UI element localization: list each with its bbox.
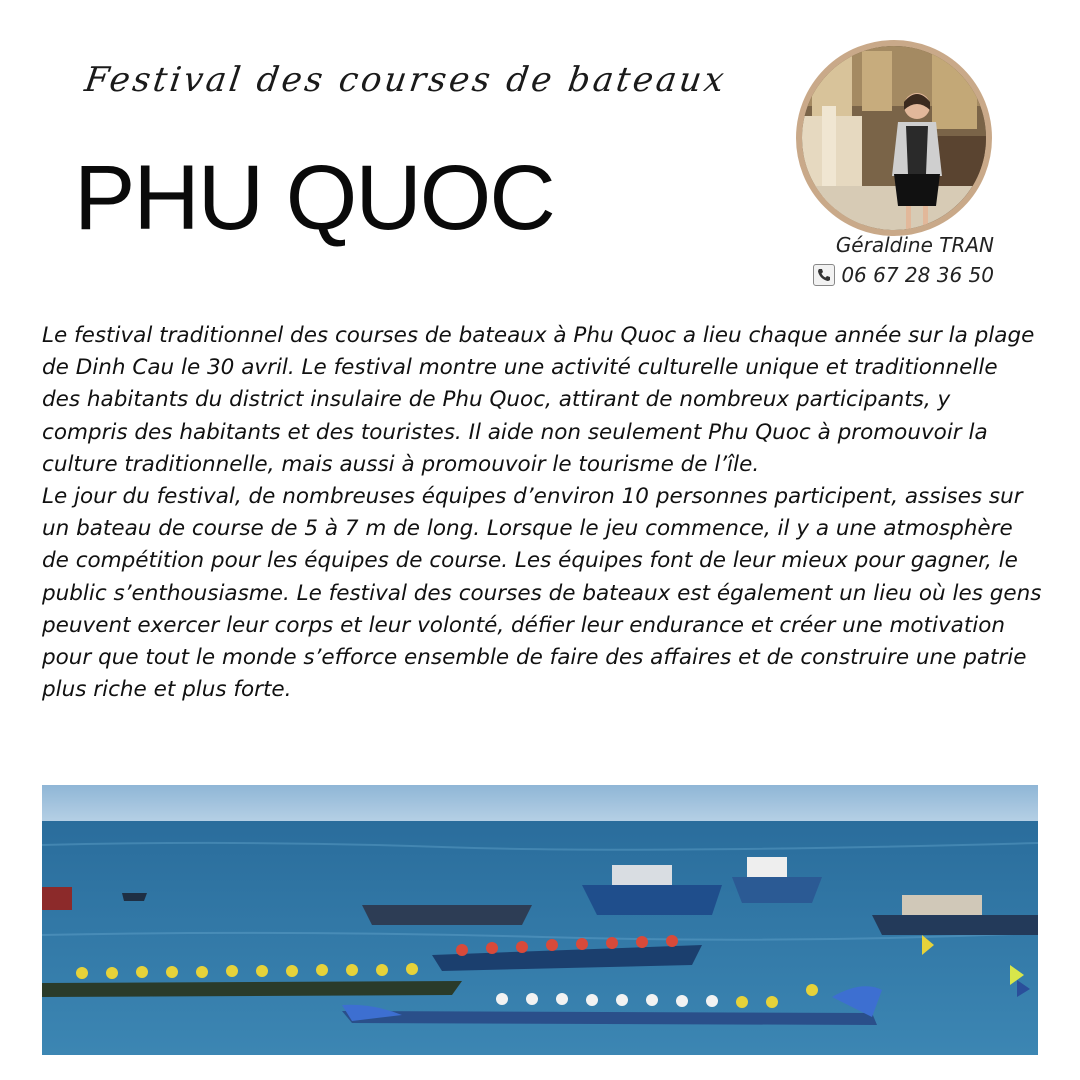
article-body <box>42 320 1042 706</box>
page-title: PHU QUOC <box>74 147 554 249</box>
script-title: Festival des courses de bateaux <box>82 60 730 100</box>
avatar <box>796 40 992 236</box>
boat-race-photo <box>42 785 1038 1055</box>
contact-phone-row <box>760 263 994 287</box>
contact-name: Géraldine TRAN <box>835 233 994 257</box>
article-paragraph: Le jour du festival, de nombreuses équipes d’environ 10 personnes participent, assises sur un bateau de course de 5 à 7 m de long. Lorsque le jeu commence, il y a une atmosphère de compétition pour les équipes de course. Les équipes font de leur mieux pour gagner, le public s’enthousiasme. Le festival des courses de bateaux est également un lieu où les gens peuvent exercer leur corps et leur volonté, défier leur endurance et créer une motivation pour que tout le monde s’efforce ensemble de faire des affaires et de construire une patrie plus riche et plus forte. <box>42 484 1042 703</box>
contact-phone: 06 67 28 36 50 <box>841 263 994 287</box>
article-paragraph: Le festival traditionnel des courses de bateaux à Phu Quoc a lieu chaque année sur la plage de Dinh Cau le 30 avril. Le festival montre une activité culturelle unique et traditionnelle des habitants du district insulaire de Phu Quoc, attirant de nombreux participants, y compris des habitants et des touristes. Il aide non seulement Phu Quoc à promouvoir la culture traditionnelle, mais aussi à promouvoir le tourisme de l’île. <box>42 323 1035 477</box>
phone-icon <box>813 264 835 286</box>
